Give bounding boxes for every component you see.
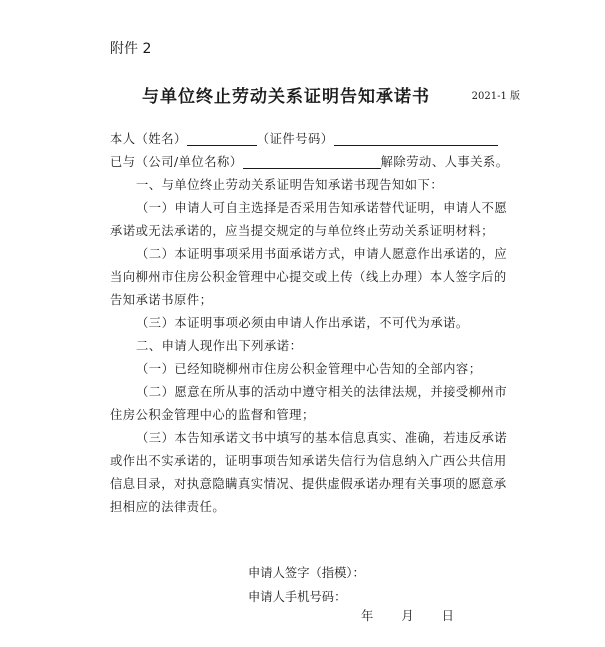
id-blank[interactable] xyxy=(334,131,498,146)
date-line xyxy=(361,606,454,624)
phone-label: 申请人手机号码： xyxy=(248,590,347,604)
section1-item3-line1: （三）本证明事项必须由申请人作出承诺，不可代为承诺。 xyxy=(136,316,469,330)
section1-item1-line2: 承诺或无法承诺的，应当提交规定的与单位终止劳动关系证明材料； xyxy=(110,224,494,238)
version-label: 2021-1 版 xyxy=(471,91,520,102)
name-blank[interactable] xyxy=(187,131,257,146)
section2-item3-line2: 或作出不实承诺的，证明事项告知承诺失信行为信息纳入广西公共信用 xyxy=(110,454,507,468)
section1-item2-line2: 当向柳州市住房公积金管理中心提交或上传（线上办理）本人签字后的 xyxy=(110,270,507,284)
company-blank[interactable] xyxy=(243,154,381,169)
section2-item3-line1: （三）本告知承诺文书中填写的基本信息真实、准确，若违反承诺 xyxy=(136,431,508,445)
section1-item2-line1: （二）本证明事项采用书面承诺方式，申请人愿意作出承诺的，应 xyxy=(136,247,508,261)
section2-item3-line3: 信息目录，对执意隐瞒真实情况、提供虚假承诺办理有关事项的愿意承 xyxy=(110,477,507,491)
section2-item2-line1: （二）愿意在所从事的活动中遵守相关的法律法规，并接受柳州市 xyxy=(136,385,508,399)
document-body xyxy=(110,128,520,519)
company-suffix: 解除劳动、人事关系。 xyxy=(380,155,509,169)
applicant-line xyxy=(110,128,520,151)
date-month: 月 xyxy=(401,609,414,623)
section1-item1-line1: （一）申请人可自主选择是否采用告知承诺替代证明，申请人不愿 xyxy=(136,201,508,215)
signature-block xyxy=(248,561,365,609)
section2-item2-line2: 住房公积金管理中心的监督和管理； xyxy=(110,408,315,422)
signature-label: 申请人签字（指模）： xyxy=(248,566,365,580)
section2-item1-line1: （一）已经知晓柳州市住房公积金管理中心告知的全部内容； xyxy=(136,362,482,376)
section2-heading: 二、申请人现作出下列承诺： xyxy=(136,339,303,353)
date-day: 日 xyxy=(441,609,454,623)
attachment-label: 附件 2 xyxy=(110,41,152,57)
id-label: （证件号码） xyxy=(256,132,334,146)
section2-item3-line4: 担相应的法律责任。 xyxy=(110,500,226,514)
date-year: 年 xyxy=(361,609,374,623)
section1-heading: 一、与单位终止劳动关系证明告知承诺书现告知如下： xyxy=(136,178,444,192)
name-label: 本人（姓名） xyxy=(110,132,187,146)
section1-item2-line3: 告知承诺书原件； xyxy=(110,293,213,307)
document-title: 与单位终止劳动关系证明告知承诺书 xyxy=(142,87,430,107)
company-label: 已与（公司/单位名称） xyxy=(110,155,243,169)
company-line xyxy=(110,151,520,174)
title-row xyxy=(110,82,520,106)
